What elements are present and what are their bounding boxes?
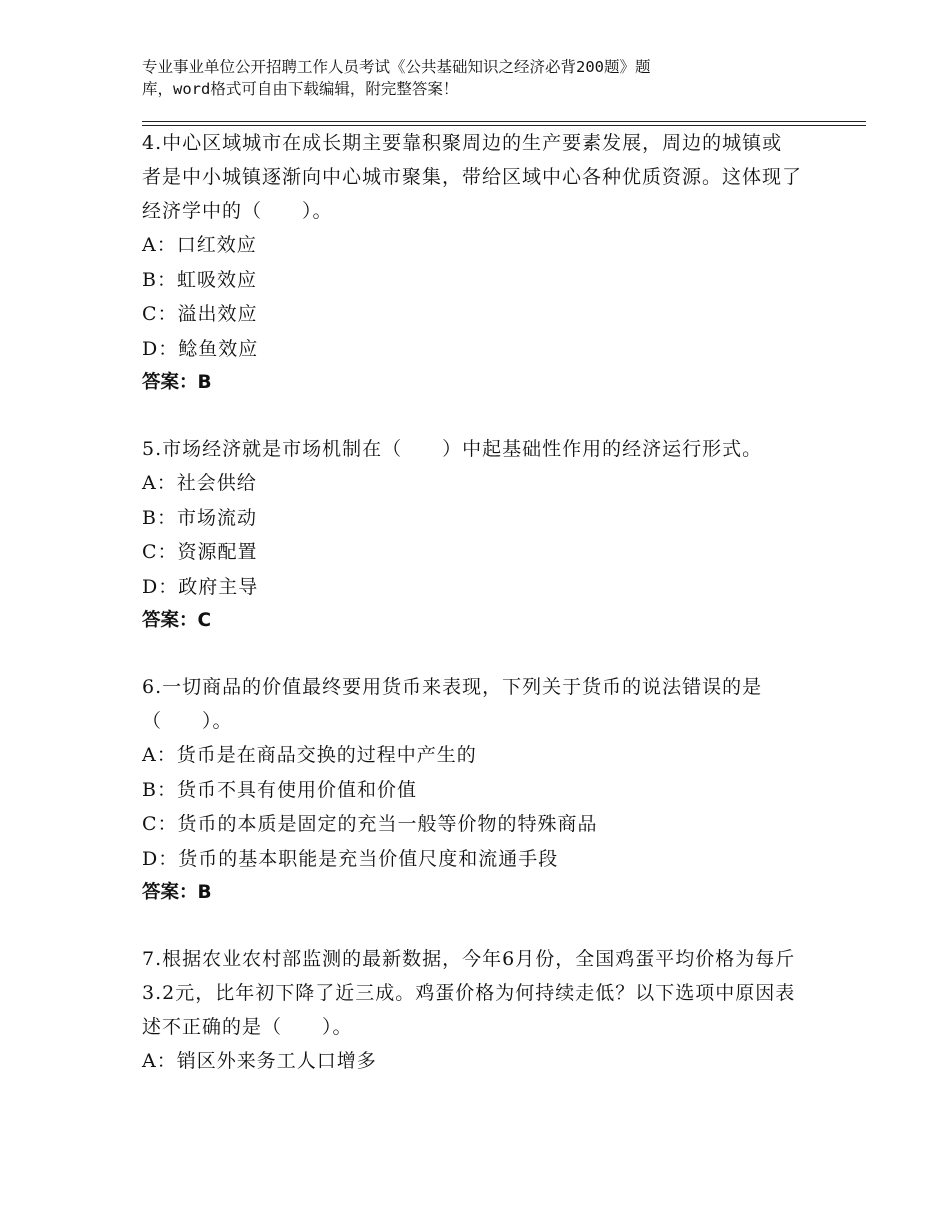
option-b: B：虹吸效应 (142, 268, 257, 291)
question-text: 5.市场经济就是市场机制在（ ）中起基础性作用的经济运行形式。 (142, 438, 763, 460)
option-a: A：社会供给 (142, 472, 257, 494)
question-text: 7.根据农业农村部监测的最新数据，今年6月份，全国鸡蛋平均价格为每斤3.2元，比年初下降了近三成。鸡蛋价格为何持续走低？以下选项中原因表述不正确的是（ ）。 (142, 948, 796, 1038)
option-b: B：市场流动 (142, 506, 257, 529)
option-a: A：货币是在商品交换的过程中产生的 (142, 744, 477, 766)
option-c: C：溢出效应 (142, 303, 258, 325)
option-c: C：货币的本质是固定的充当一般等价物的特殊商品 (142, 813, 598, 835)
option-c: C：资源配置 (142, 541, 258, 563)
question-5 (142, 432, 802, 638)
answer-label: 答案：C (142, 610, 212, 631)
document-header (142, 56, 782, 100)
header-line-1: 专业事业单位公开招聘工作人员考试《公共基础知识之经济必背200题》题 (142, 58, 651, 76)
answer-label: 答案：B (142, 882, 212, 903)
question-6 (142, 670, 802, 910)
option-b: B：货币不具有使用价值和价值 (142, 778, 417, 801)
question-list (142, 126, 802, 1111)
option-a: A：销区外来务工人口增多 (142, 1050, 377, 1072)
option-d: D：货币的基本职能是充当价值尺度和流通手段 (142, 847, 559, 870)
answer-label: 答案：B (142, 372, 212, 393)
header-rule-top (142, 121, 866, 122)
question-7 (142, 942, 802, 1079)
question-text: 4.中心区域城市在成长期主要靠积聚周边的生产要素发展，周边的城镇或者是中小城镇逐渐向中心城市聚集，带给区域中心各种优质资源。这体现了经济学中的（ ）。 (142, 132, 803, 222)
option-d: D：鲶鱼效应 (142, 337, 259, 360)
question-text: 6.一切商品的价值最终要用货币来表现，下列关于货币的说法错误的是（ ）。 (142, 676, 763, 732)
question-4 (142, 126, 802, 400)
header-line-2: 库，word格式可自由下载编辑，附完整答案！ (142, 80, 459, 98)
option-d: D：政府主导 (142, 575, 259, 598)
option-a: A：口红效应 (142, 234, 257, 256)
